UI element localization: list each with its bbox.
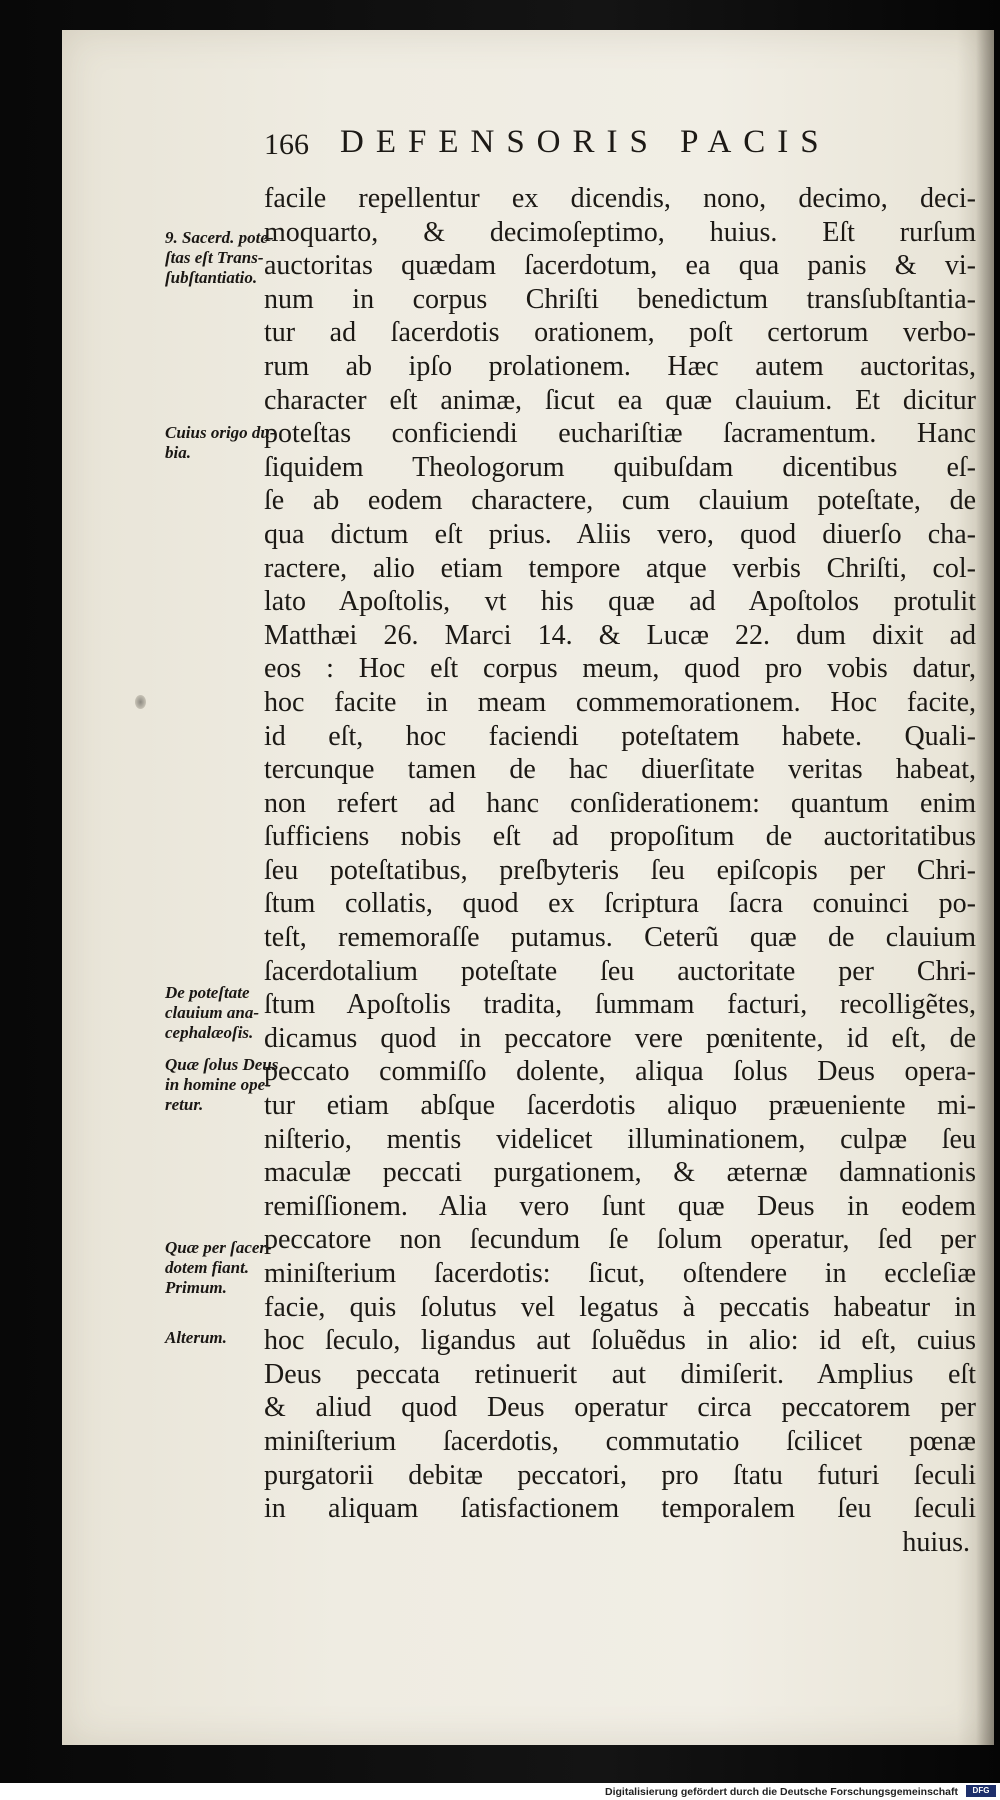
margin-note [165, 423, 305, 463]
text-line: niſterio, mentis videlicet illuminationem, culpæ ſeu [264, 1123, 976, 1155]
main-text-block [264, 182, 976, 1559]
text-line: poteſtas conficiendi euchariſtiæ ſacramentum. Hanc [264, 418, 976, 450]
text-line: moquarto, & decimoſeptimo, huius. Eſt rurſum [264, 216, 976, 248]
text-line: remiſſionem. Alia vero ſunt quæ Deus in eodem [264, 1190, 976, 1222]
text-line: ſiquidem Theologorum quibuſdam dicentibus eſ- [264, 451, 976, 483]
text-line: miniſterium ſacerdotis: ſicut, oſtendere in eccleſiæ [264, 1258, 976, 1289]
margin-note [165, 228, 305, 288]
text-line: Deus peccata retinuerit aut dimiſerit. Amplius eſt [264, 1358, 976, 1390]
text-line: rum ab ipſo prolationem. Hæc autem auctoritas, [264, 350, 976, 382]
margin-note-line: Primum. [165, 1278, 227, 1297]
margin-note-line: Quæ ſolus Deus [165, 1055, 279, 1074]
text-line: miniſterium ſacerdotis, commutatio ſcilicet pœnæ [264, 1425, 976, 1457]
text-line: ſeu poteſtatibus, preſbyteris ſeu epiſcopis per Chri- [264, 854, 976, 886]
margin-note-line: Quæ per ſacer- [165, 1238, 272, 1257]
text-line: ſtum Apoſtolis tradita, ſummam facturi, recolligẽtes, [264, 989, 976, 1021]
text-line: tur etiam abſque ſacerdotis aliquo præueniente mi- [264, 1090, 976, 1122]
margin-note [165, 1055, 305, 1115]
text-line: ſe ab eodem charactere, cum clauium poteſtate, de [264, 485, 976, 517]
text-line: ſacerdotalium poteſtate ſeu auctoritate per Chri- [264, 955, 976, 987]
margin-note-line: Alterum. [165, 1328, 227, 1347]
text-line: in aliquam ſatisfactionem temporalem ſeu ſeculi [264, 1493, 976, 1525]
margin-note-line: Cuius origo du- [165, 423, 276, 442]
text-line: lato Apoſtolis, vt his quæ ad Apoſtolos protulit [264, 586, 976, 618]
text-line: hoc ſeculo, ligandus aut ſoluẽdus in alio: id eſt, cuius [264, 1325, 976, 1357]
text-line: num in corpus Chriſti benedictum transſubſtantia- [264, 283, 976, 315]
text-line: eos : Hoc eſt corpus meum, quod pro vobis datur, [264, 653, 976, 685]
dfg-logo: DFG [966, 1785, 996, 1797]
text-line: maculæ peccati purgationem, & æternæ damnationis [264, 1157, 976, 1189]
text-line: character eſt animæ, ſicut ea quæ clauium. Et dicitur [264, 384, 976, 416]
page-number: 166 [264, 128, 309, 161]
page-header [264, 120, 934, 166]
text-line: facile repellentur ex dicendis, nono, decimo, deci- [264, 183, 976, 214]
digitization-credit: Digitalisierung gefördert durch die Deutsche Forschungsgemeinschaft [605, 1786, 958, 1798]
margin-note-line: retur. [165, 1095, 204, 1114]
text-line: teſt, rememoraſſe putamus. Ceterũ quæ de clauium [264, 922, 976, 954]
text-line: non refert ad hanc conſiderationem: quantum enim [264, 787, 976, 819]
paper-blemish [135, 695, 146, 709]
margin-note-line: clauium ana- [165, 1003, 259, 1022]
margin-note [165, 1328, 305, 1348]
text-line: & aliud quod Deus operatur circa peccatorem per [264, 1392, 976, 1424]
margin-note-line: dotem fiant. [165, 1258, 250, 1277]
text-line: purgatorii debitæ peccatori, pro ſtatu futuri ſeculi [264, 1459, 976, 1491]
text-line: hoc facite in meam commemorationem. Hoc facite, [264, 686, 976, 718]
margin-note-line: ſtas eſt Trans- [165, 248, 264, 267]
margin-note-line: 9. Sacerd. pote- [165, 228, 274, 247]
text-line: ſtum collatis, quod ex ſcriptura ſacra conuinci po- [264, 888, 976, 920]
text-line: qua dictum eſt prius. Aliis vero, quod diuerſo cha- [264, 518, 976, 550]
text-line: auctoritas quædam ſacerdotum, ea qua panis & vi- [264, 250, 976, 282]
margin-note-line: bia. [165, 443, 191, 462]
text-line: tercunque tamen de hac diuerſitate veritas habeat, [264, 754, 976, 786]
margin-note-line: ſubſtantiatio. [165, 268, 258, 287]
text-line: Matthæi 26. Marci 14. & Lucæ 22. dum dixit ad [264, 619, 976, 651]
text-line: facie, quis ſolutus vel legatus à peccatis habeatur in [264, 1291, 976, 1323]
margin-note-line: cephalæoſis. [165, 1023, 254, 1042]
catchword: huius. [902, 1526, 970, 1558]
text-line: tur ad ſacerdotis orationem, poſt certorum verbo- [264, 317, 976, 349]
margin-note-line: in homine ope- [165, 1075, 271, 1094]
text-line: ractere, alio etiam tempore atque verbis Chriſti, col- [264, 552, 976, 584]
margin-note [165, 1238, 305, 1298]
text-line: ſufficiens nobis eſt ad propoſitum de auctoritatibus [264, 821, 976, 853]
text-line: peccatore non ſecundum ſe ſolum operatur, ſed per [264, 1224, 976, 1256]
running-title: DEFENSORIS PACIS [340, 124, 831, 160]
margin-note-line: De poteſtate [165, 983, 250, 1002]
text-line: id eſt, hoc faciendi poteſtatem habete. Quali- [264, 720, 976, 752]
text-line: peccato commiſſo dolente, aliqua ſolus Deus opera- [264, 1056, 976, 1088]
margin-note [165, 983, 305, 1043]
text-line: dicamus quod in peccatore vere pœnitente, id eſt, de [264, 1022, 976, 1054]
